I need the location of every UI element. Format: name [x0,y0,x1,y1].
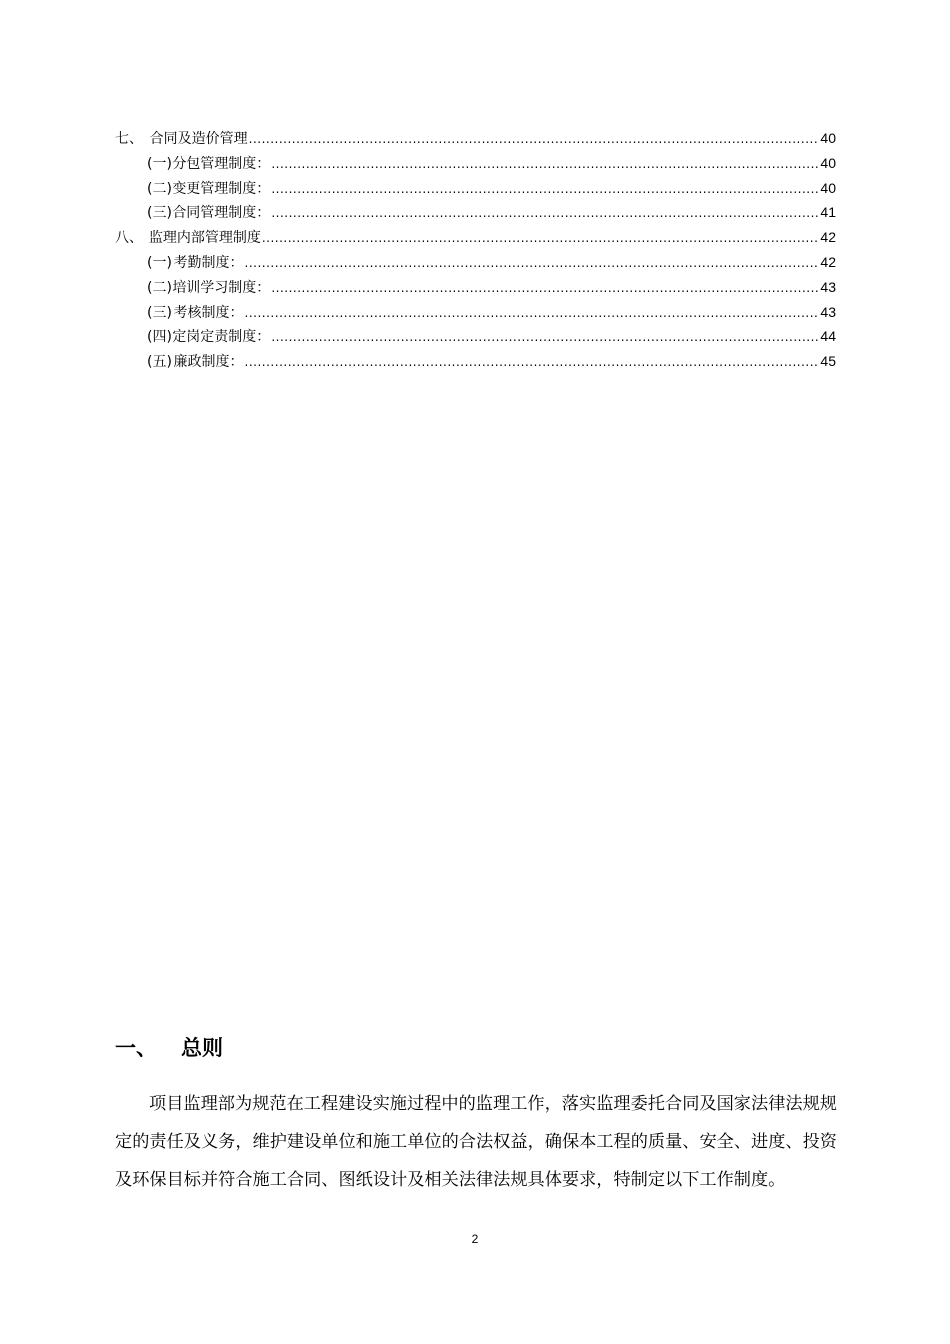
toc-entry-page: 40 [820,179,836,196]
toc-entry[interactable] [115,126,836,151]
toc-entry[interactable] [115,151,836,176]
toc-entry[interactable] [115,250,836,275]
toc-entry-page: 40 [820,154,836,171]
toc-leader-dots [271,325,819,350]
toc-entry-number: (一) [147,155,172,172]
toc-entry-title: 培训学习制度： [172,279,271,296]
toc-leader-dots [271,276,819,301]
section-number: 一、 [115,1036,157,1060]
toc-entry[interactable] [115,300,836,325]
toc-entry[interactable] [115,349,836,374]
toc-entry-number: (三) [147,205,172,222]
toc-leader-dots [271,201,819,226]
toc-entry[interactable] [115,225,836,250]
toc-entry-page: 40 [820,130,836,146]
toc-entry[interactable] [115,176,836,201]
toc-entry-page: 44 [820,328,836,345]
toc-entry[interactable] [115,200,836,225]
toc-entry-number: 七、 [115,131,143,147]
toc-entry-title: 考核制度： [173,304,244,321]
toc-entry-page: 42 [820,253,836,270]
toc-entry-number: (二) [147,180,172,197]
toc-entry-number: 八、 [115,230,143,247]
toc-entry-number: (二) [147,279,172,296]
toc-entry[interactable] [115,324,836,349]
toc-entry-page: 43 [820,278,836,295]
toc-entry-page: 45 [820,353,836,370]
toc-entry-title: 合同及造价管理 [149,131,248,147]
page-number: 2 [471,1232,479,1246]
toc-entry-number: (三) [147,304,172,321]
toc-leader-dots [271,177,819,202]
section-title: 总则 [181,1036,223,1060]
toc-entry[interactable] [115,275,836,300]
toc-leader-dots [262,226,820,251]
toc-entry-page: 42 [820,229,836,246]
toc-entry-number: (一) [147,254,172,271]
toc-leader-dots [245,350,820,375]
toc-leader-dots [271,152,819,177]
toc-entry-number: (五) [147,354,172,371]
toc-entry-title: 合同管理制度： [172,205,271,222]
toc-entry-title: 廉政制度： [173,354,244,371]
toc-leader-dots [249,127,820,152]
toc-entry-title: 分包管理制度： [172,155,271,172]
toc-entry-title: 变更管理制度： [172,180,271,197]
section-heading [115,1032,223,1062]
table-of-contents [115,126,836,374]
toc-entry-title: 定岗定责制度： [172,329,271,346]
toc-leader-dots [245,251,820,276]
toc-entry-title: 监理内部管理制度 [148,230,261,247]
toc-entry-number: (四) [147,329,172,346]
toc-entry-title: 考勤制度： [173,254,244,271]
toc-entry-page: 41 [820,204,836,221]
body-paragraph: 项目监理部为规范在工程建设实施过程中的监理工作，落实监理委托合同及国家法律法规规定的责任及义务，维护建设单位和施工单位的合法权益，确保本工程的质量、安全、进度、投资及环保目标并符合施工合同、图纸设计及相关法律法规具体要求，特制定以下工作制度。 [115,1094,837,1191]
toc-leader-dots [245,301,820,326]
toc-entry-page: 43 [820,303,836,320]
